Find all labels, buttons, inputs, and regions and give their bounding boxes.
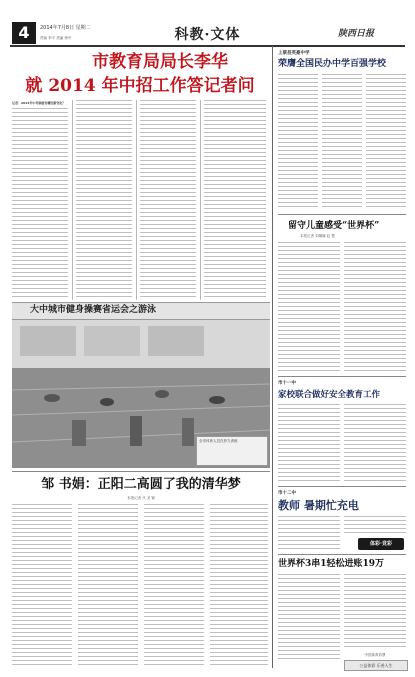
lead-column-1 [12, 108, 68, 298]
feature-column-1 [12, 504, 72, 668]
lead-column-3 [140, 100, 196, 300]
lead-column-2 [76, 100, 132, 300]
header-rule [10, 45, 405, 47]
school-kicker: 上蔡县英豪中学 [278, 51, 310, 56]
kids-byline: 本报记者 刘娜娜 赵 慧 [300, 234, 335, 238]
lead-question: 记者：2014年中考制度有哪些新变化？ [12, 101, 66, 105]
parent-column-1 [278, 404, 340, 482]
column-divider [200, 100, 201, 300]
feature-column-4 [210, 504, 268, 668]
issue-date: 2014年7月8日 星期二 [40, 25, 91, 31]
column-divider [136, 100, 137, 300]
parent-kicker: 市十一中 [278, 381, 296, 386]
page-number: 4 [12, 22, 36, 44]
editor-credit: 责编 李平 美编 徐中 [40, 36, 72, 40]
cup-column-1 [278, 574, 340, 662]
teacher-rule [278, 486, 406, 487]
lottery-logo-text: 体彩·竞彩 [370, 541, 392, 547]
masthead-logo: 陕西日报 [338, 29, 375, 39]
teacher-title: 教师 暑期忙充电 [278, 499, 359, 512]
feature-title: 邹 书娟：正阳二高圆了我的清华梦 [41, 477, 241, 492]
cup-title: 世界杯3串1轻松进账19万 [278, 559, 385, 569]
parent-rule [278, 376, 406, 377]
teacher-kicker: 市十二中 [278, 491, 296, 496]
school-column-3 [366, 74, 406, 210]
school-title: 荣膺全国民办中学百强学校 [278, 59, 387, 69]
cup-column-2 [344, 574, 406, 650]
footer-slogan: 公益体彩 乐善人生 [344, 660, 408, 671]
kids-rule [278, 214, 406, 215]
kids-column-1 [278, 242, 340, 372]
column-divider [72, 100, 73, 300]
feature-byline: 本报记者 代 圣 颖 [127, 496, 155, 500]
parent-title: 家校联合做好安全教育工作 [278, 390, 381, 400]
school-column-1 [278, 74, 318, 210]
photo-caption: 全市体育人员在努力训练 [199, 439, 238, 443]
photo-banner-title: 大中城市健身操赛省运会之游泳 [30, 305, 157, 315]
section-divider [272, 46, 273, 668]
parent-column-2 [344, 404, 406, 482]
kids-column-2 [344, 242, 406, 372]
school-column-2 [322, 74, 362, 210]
teacher-column-2 [344, 516, 406, 536]
feature-column-2 [78, 504, 138, 668]
feature-rule [12, 471, 270, 472]
section-title: 科教·文体 [174, 27, 241, 43]
feature-column-3 [144, 504, 204, 668]
lead-title-line1: 市教育局局长李华 [92, 52, 228, 72]
cup-rule [278, 554, 406, 555]
teacher-column-1 [278, 516, 340, 550]
lottery-sub: 中国体育彩票 [364, 653, 386, 657]
lead-column-4 [204, 100, 266, 300]
kids-title: 留守儿童感受“世界杯” [288, 221, 380, 231]
lead-title-line2: 就 2014 年中招工作答记者问 [25, 76, 255, 96]
